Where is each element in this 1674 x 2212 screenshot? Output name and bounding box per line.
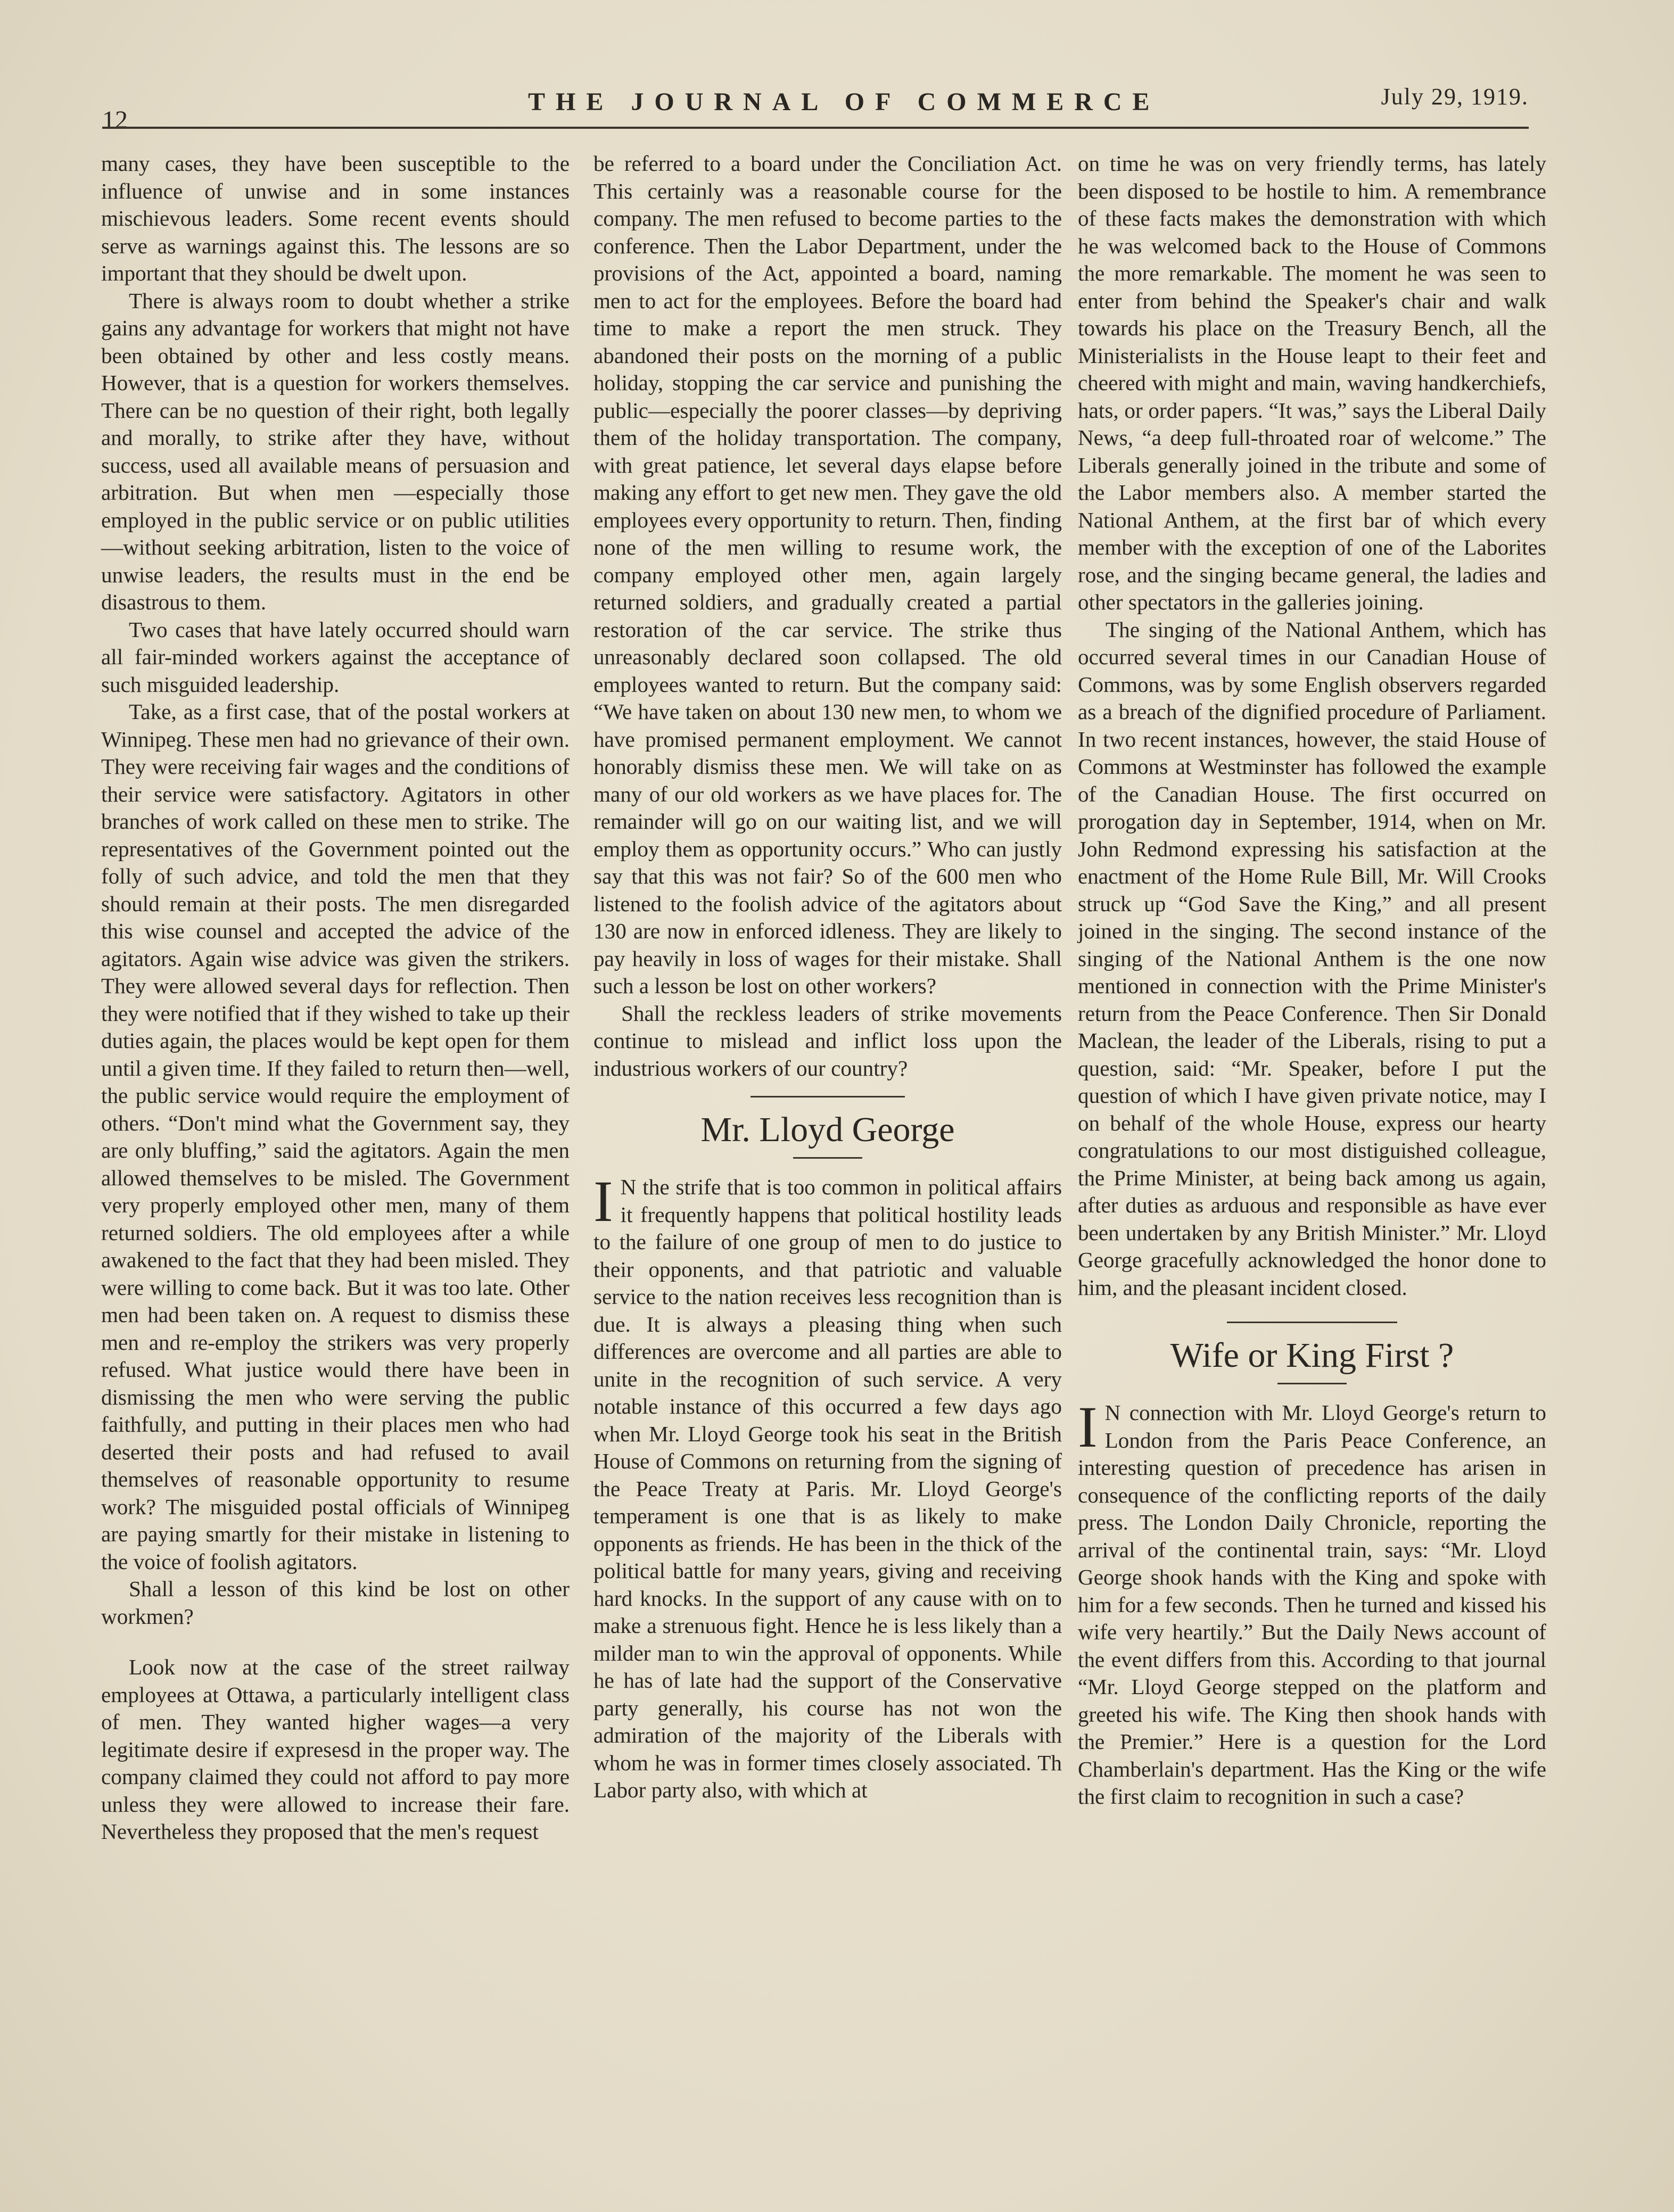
article-title-lloyd-george: Mr. Lloyd George [700,1110,955,1149]
column-1 [101,150,570,1846]
title-underline [793,1157,862,1159]
page-header [102,80,1529,133]
paragraph: Take, as a first case, that of the postal workers at Winnipeg. These men had no grievance of their own. They were receiving fair wages and the conditions of their service were satisfactory. Agitators in other branches of work called on these men to strike. The representatives of the Government pointed out the folly of such advice, and told the men that they should remain at their posts. The men disregarded this wise counsel and accepted the advice of the agitators. Again wise advice was given the strikers. They were allowed several days for reflection. Then they were notified that if they wished to take up their duties again, the places would be kept open for them until a given time. If they failed to return then—well, the public service would require the employment of others. “Don't mind what the Government say, they are only bluffing,” said the agitators. Again the men allowed themselves to be misled. The Government very properly employed other men, many of them returned soldiers. The old employees after a while awakened to the fact that they had been misled. They were willing to come back. But it was too late. Other men had been taken on. A request to dismiss these men and re-employ the strikers was very properly refused. What justice would there have been in dismissing the men who were serving the public faithfully, and putting in their places men who had deserted their posts and had refused to avail themselves of reasonable opportunity to resume work? The misguided postal officials of Winnipeg are paying smartly for their mistake in listening to the voice of foolish agitators. [101,699,570,1574]
page-number: 12 [102,106,128,134]
paragraph: Shall the reckless leaders of strike movements continue to mislead and inflict loss upon the industrious workers of our country? [593,1001,1062,1080]
paragraph: Shall a lesson of this kind be lost on other workmen? [101,1577,570,1629]
title-underline [1277,1383,1347,1384]
section-divider [1227,1322,1397,1323]
paragraph-text: N connection with Mr. Lloyd George's return to London from the Paris Peace Conference, an interesting question of precedence has arisen in consequence of the conflicting reports of the daily press. The London Daily Chronicle, reporting the arrival of the continental train, says: “Mr. Lloyd George shook hands with the King and spoke with him for a few seconds. Then he turned and kissed his wife very heartily.” But the Daily News account of the event differs from this. According to that journal “Mr. Lloyd George stepped on the platform and greeted his wife. The King then shook hands with the Premier.” Here is a question for the Lord Chamberlain's department. Has the King or the wife the first claim to recognition in such a case? [1078,1400,1546,1809]
column-2 [593,150,1062,1804]
paragraph: Look now at the case of the street railway employees at Ottawa, a particularly intelligent class of men. They wanted higher wages—a very legitimate desire if expresesd in the proper way. The company claimed they could not afford to pay more unless they were allowed to increase their fare. Nevertheless they proposed that the men's request [101,1655,570,1844]
paragraph: be referred to a board under the Conciliation Act. This certainly was a reasonable course for the company. The men refused to become parties to the conference. Then the Labor Department, under the provisions of the Act, appointed a board, naming men to act for the employees. Before the board had time to make a report the men struck. They abandoned their posts on the morning of a public holiday, stopping the car service and punishing the public—especially the poorer classes—by depriving them of the holiday transportation. The company, with great patience, let several days elapse before making any effort to get new men. They gave the old employees every opportunity to return. Then, finding none of the men willing to resume work, the company employed other men, again largely returned soldiers, and gradually created a partial restoration of the car service. The strike thus unreasonably declared soon collapsed. The old employees wanted to return. But the company said: “We have taken on about 130 new men, to whom we have promised permanent employment. We cannot honorably dismiss these men. We will take on as many of our old workers as we have places for. The remainder will go on our waiting list, and we will employ them as opportunity occurs.” Who can justly say that this was not fair? So of the 600 men who listened to the foolish advice of the agitators about 130 are now in enforced idleness. They are likely to pay heavily in loss of wages for their mistake. Shall such a lesson be lost on other workers? [593,151,1062,998]
column-3 [1078,150,1546,1811]
journal-title: THE JOURNAL OF COMMERCE [528,88,1160,116]
header-rule [102,127,1529,129]
paragraph-text: N the strife that is too common in political affairs it frequently happens that political hostility leads to the failure of one group of men to do justice to their opponents, and that patriotic and valuable service to the nation receives less recognition than is due. It is always a pleasing thing when such differences are overcome and all parties are able to unite in the recognition of such service. A very notable instance of this occurred a few days ago when Mr. Lloyd George took his seat in the British House of Commons on returning from the signing of the Peace Treaty at Paris. Mr. Lloyd George's temperament is one that is as likely to make opponents as friends. He has been in the thick of the political battle for many years, giving and receiving hard knocks. In the support of any cause with on to make a strenuous fight. Hence he is less likely than a milder man to win the approval of opponents. While he has of late had the support of the Conservative party generally, his course has not won the admiration of the majority of the Liberals with whom he was in former times closely associated. Th Labor party also, with which at [593,1175,1062,1802]
article-lead-paragraph [1078,1394,1546,1811]
section-divider [751,1096,905,1097]
paragraph: Two cases that have lately occurred should warn all fair-minded workers against the acceptance of such misguided leadership. [101,617,570,697]
paragraph: on time he was on very friendly terms, has lately been disposed to be hostile to him. A remembrance of these facts makes the demonstration with which he was welcomed back to the House of Commons the more remarkable. The moment he was seen to enter from behind the Speaker's chair and walk towards his place on the Treasury Bench, all the Ministerialists in the House leapt to their feet and cheered with might and main, waving handkerchiefs, hats, or order papers. “It was,” says the Liberal Daily News, “a deep full-throated roar of welcome.” The Liberals generally joined in the tribute and some of the Labor members also. A member started the National Anthem, at the first bar of which every member with the exception of one of the Laborites rose, and the singing became general, the ladies and other spectators in the galleries joining. [1078,151,1546,614]
article-lead-paragraph [593,1169,1062,1804]
drop-cap: I [1078,1394,1098,1459]
drop-cap: I [593,1169,613,1234]
paragraph: There is always room to doubt whether a strike gains any advantage for workers that might not have been obtained by other and less costly means. However, that is a question for workers themselves. There can be no question of their right, both legally and morally, to strike after they have, without success, used all available means of persuasion and arbitration. But when men —especially those employed in the public service or on public utilities—without seeking arbitration, listen to the voice of unwise leaders, the results must in the end be disastrous to them. [101,288,570,614]
article-title-wife-or-king: Wife or King First ? [1170,1336,1454,1375]
paragraph: many cases, they have been susceptible to the influence of unwise and in some instances mischievous leaders. Some recent events should serve as warnings against this. The lessons are so important that they should be dwelt upon. [101,151,570,285]
paragraph: The singing of the National Anthem, which has occurred several times in our Canadian House of Commons, was by some English observers regarded as a breach of the dignified procedure of Parliament. In two recent instances, however, the staid House of Commons at Westminster has followed the example of the Canadian House. The first occurred on prorogation day in September, 1914, when on Mr. John Redmond expressing his satisfaction at the enactment of the Home Rule Bill, Mr. Will Crooks struck up “God Save the King,” and all present joined in the singing. The second instance of the singing of the National Anthem is the one now mentioned in connection with the Prime Minister's return from the Peace Conference. Then Sir Donald Maclean, the leader of the Liberals, rising to put a question, said: “Mr. Speaker, before I put the question of which I have given private notice, may I on behalf of the whole House, express our hearty congratulations to our most distiguished colleague, the Prime Minister, at being back among us again, after duties as arduous and responsible as have ever been undertaken by any British Minister.” Mr. Lloyd George gracefully acknowledged the honor done to him, and the pleasant incident closed. [1078,617,1546,1300]
issue-date: July 29, 1919. [1381,84,1529,110]
